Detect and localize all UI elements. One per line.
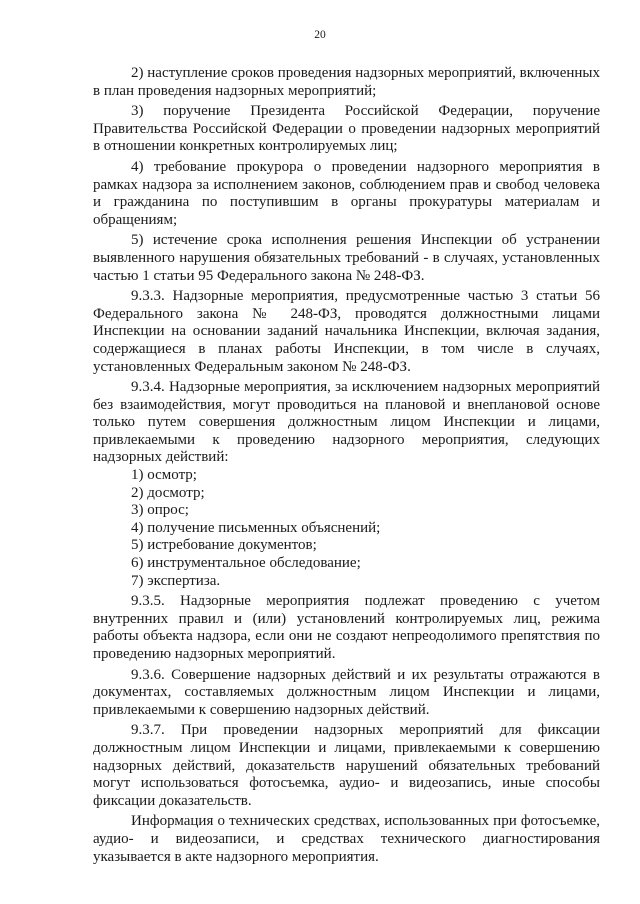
list-item: 1) осмотр; (131, 467, 197, 484)
paragraph: Информация о технических средствах, использованных при фотосъемке, аудио- и видеозаписи, и средствах технического диагностирования указывается в акте надзорного мероприятия. (93, 813, 600, 865)
list-item: 5) истребование документов; (131, 537, 317, 554)
document-body (93, 65, 600, 869)
list-item: 6) инструментальное обследование; (131, 555, 361, 572)
paragraph: 3) поручение Президента Российской Федерации, поручение Правительства Российской Федерации о проведении надзорных мероприятий в отношении конкретных контролируемых лиц; (93, 103, 600, 155)
paragraph: 9.3.4. Надзорные мероприятия, за исключением надзорных мероприятий без взаимодействия, могут проводиться на плановой и внеплановой основе только путем совершения должностным лицом Инспекции и лицами, привлекаемыми к проведению надзорного мероприятия, следующих надзорных действий: (93, 379, 600, 466)
list-item: 2) досмотр; (131, 484, 205, 501)
paragraph: 9.3.6. Совершение надзорных действий и их результаты отражаются в документах, составляемых должностным лицом Инспекции и лицами, привлекаемыми к совершению надзорных действий. (93, 666, 600, 718)
paragraph: 9.3.5. Надзорные мероприятия подлежат проведению с учетом внутренних правил и (или) установлений контролируемых лиц, режима работы объекта надзора, если они не создают непреодолимого препятствия по проведению надзорных мероприятий. (93, 593, 600, 662)
page-number: 20 (314, 29, 326, 41)
paragraph: 4) требование прокурора о проведении надзорного мероприятия в рамках надзора за исполнением законов, соблюдением прав и свобод человека и гражданина по поступившим в органы прокуратуры материалам и обращениям; (93, 158, 600, 228)
paragraph: 9.3.7. При проведении надзорных мероприятий для фиксации должностным лицом Инспекции и лицами, привлекаемыми к совершению надзорных действий, доказательств нарушений обязательных требований могут использоваться фотосъемка, аудио- и видеозапись, иные способы фиксации доказательств. (93, 722, 600, 809)
list-item: 3) опрос; (131, 502, 189, 519)
paragraph: 9.3.3. Надзорные мероприятия, предусмотренные частью 3 статьи 56 Федерального закона № 248-ФЗ, проводятся должностными лицами Инспекции на основании заданий начальника Инспекции, включая задания, содержащиеся в планах работы Инспекции, в том числе в случаях, установленных Федеральным законом № 248-ФЗ. (93, 288, 600, 375)
paragraph: 5) истечение срока исполнения решения Инспекции об устранении выявленного нарушения обязательных требований - в случаях, установленных частью 1 статьи 95 Федерального закона № 248-ФЗ. (93, 232, 600, 284)
paragraph: 2) наступление сроков проведения надзорных мероприятий, включенных в план проведения надзорных мероприятий; (93, 65, 600, 99)
list-item: 7) экспертиза. (131, 572, 221, 589)
list-item: 4) получение письменных объяснений; (131, 519, 381, 536)
